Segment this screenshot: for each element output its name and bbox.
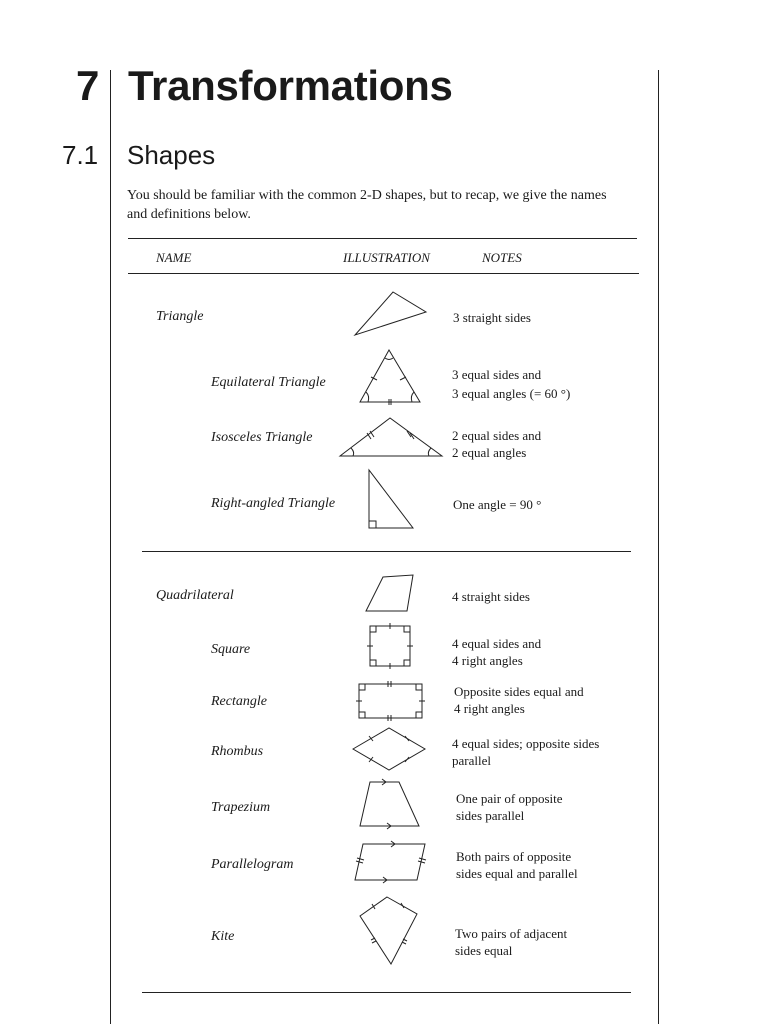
shape-name-square: Square — [211, 642, 251, 657]
chapter-title: Transformations — [128, 62, 453, 109]
right-angled-triangle-illustration — [365, 466, 417, 532]
right-margin-rule — [658, 70, 659, 1024]
shape-name-rectangle: Rectangle — [211, 694, 267, 709]
note-parallelogram: Both pairs of opposite sides equal and parallel — [456, 849, 578, 881]
rhombus-illustration — [350, 725, 428, 773]
square-illustration — [366, 622, 414, 670]
parallelogram-illustration — [353, 840, 429, 884]
triangle-illustration — [350, 288, 430, 338]
group-divider-rule — [142, 551, 631, 552]
table-top-rule — [128, 238, 637, 239]
shape-name-kite: Kite — [211, 929, 235, 944]
left-margin-rule — [110, 70, 111, 1024]
note-kite: Two pairs of adjacent sides equal — [455, 926, 568, 958]
isosceles-triangle-illustration — [337, 414, 447, 460]
intro-paragraph: You should be familiar with the common 2-D shapes, but to recap, we give the names and definitions below. — [127, 188, 607, 222]
header-name: NAME — [156, 250, 192, 265]
note-right-angled-triangle: One angle = 90 ° — [453, 497, 542, 512]
shape-name-right-angled-triangle: Right-angled Triangle — [211, 496, 336, 511]
note-trapezium: One pair of opposite sides parallel — [456, 791, 563, 823]
shape-name-parallelogram: Parallelogram — [211, 857, 294, 872]
equilateral-triangle-illustration — [356, 346, 426, 406]
table-bottom-rule — [142, 992, 631, 993]
note-isosceles-triangle: 2 equal sides and 2 equal angles — [452, 428, 542, 460]
note-quadrilateral: 4 straight sides — [452, 589, 530, 604]
chapter-number: 7 — [76, 62, 100, 109]
kite-illustration — [357, 894, 423, 968]
shape-name-quadrilateral: Quadrilateral — [156, 588, 234, 603]
shape-name-rhombus: Rhombus — [211, 744, 264, 759]
note-square: 4 equal sides and 4 right angles — [452, 636, 542, 668]
shape-name-triangle: Triangle — [156, 309, 204, 324]
table-header-rule — [128, 273, 639, 274]
note-rhombus: 4 equal sides; opposite sides parallel — [452, 736, 600, 768]
note-rectangle: Opposite sides equal and 4 right angles — [454, 684, 584, 716]
header-notes: NOTES — [482, 250, 522, 265]
shape-name-trapezium: Trapezium — [211, 800, 271, 815]
header-illustration: ILLUSTRATION — [343, 250, 430, 265]
shape-name-isosceles-triangle: Isosceles Triangle — [211, 430, 313, 445]
section-title: Shapes — [127, 140, 216, 170]
shape-name-equilateral-triangle: Equilateral Triangle — [211, 375, 326, 390]
note-triangle: 3 straight sides — [453, 310, 531, 325]
trapezium-illustration — [357, 778, 423, 830]
quadrilateral-illustration — [363, 573, 419, 615]
section-number: 7.1 — [62, 140, 99, 170]
note-equilateral-triangle: 3 equal sides and 3 equal angles (= 60 °) — [452, 367, 571, 401]
rectangle-illustration — [356, 680, 426, 722]
